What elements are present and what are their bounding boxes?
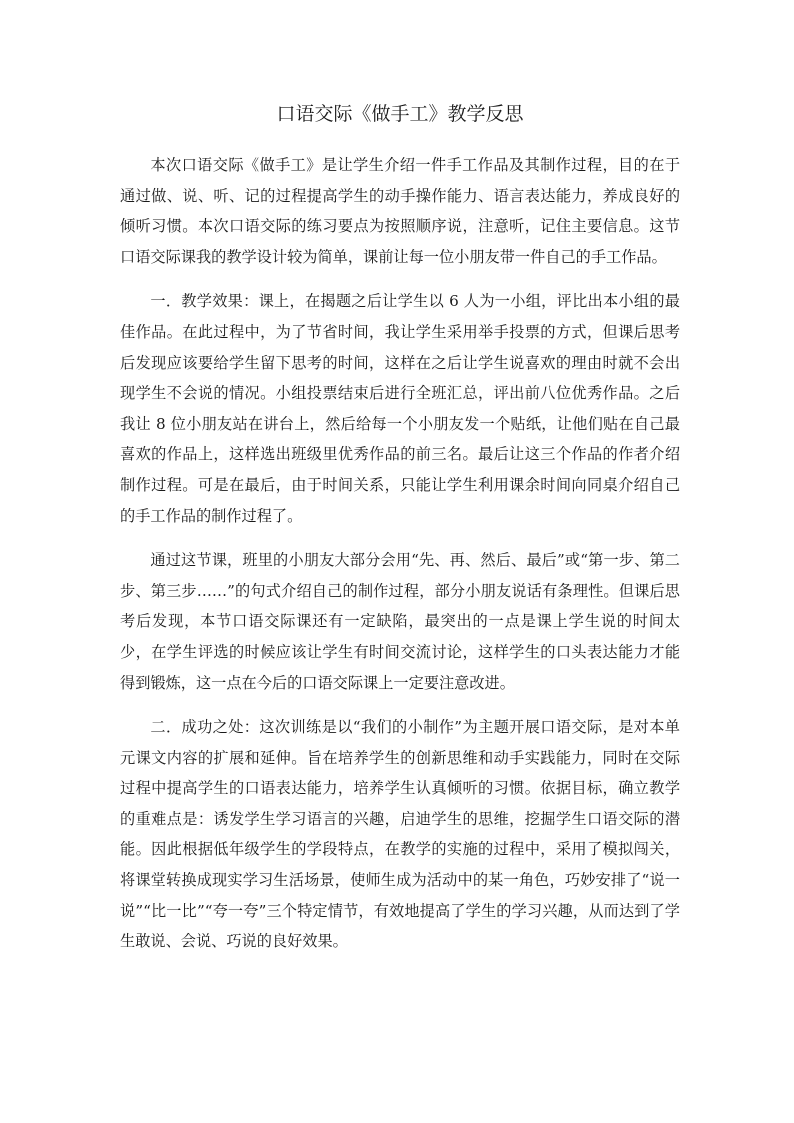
paragraph-intro: 本次口语交际《做手工》是让学生介绍一件手工作品及其制作过程，目的在于通过做、说、听、记的过程提高学生的动手操作能力、语言表达能力，养成良好的倾听习惯。本次口语交际的练习要点为按照顺序说，注意听，记住主要信息。这节口语交际课我的教学设计较为简单，课前让每一位小朋友带一件自己的手工作品。 (120, 156, 680, 266)
document-page (120, 100, 680, 971)
paragraph-teaching-effect: 一．教学效果：课上，在揭题之后让学生以 6 人为一小组，评比出本小组的最佳作品。在此过程中，为了节省时间，我让学生采用举手投票的方式，但课后思考后发现应该要给学生留下思考的时间，这样在之后让学生说喜欢的理由时就不会出现学生不会说的情况。小组投票结束后进行全班汇总，评出前八位优秀作品。之后我让 8 位小朋友站在讲台上，然后给每一个小朋友发一个贴纸，让他们贴在自己最喜欢的作品上，这样选出班级里优秀作品的前三名。最后让这三个作品的作者介绍制作过程。可是在最后，由于时间关系，只能让学生利用课余时间向同桌介绍自己的手工作品的制作过程了。 (120, 292, 680, 525)
paragraph-success: 二．成功之处：这次训练是以“我们的小制作”为主题开展口语交际，是对本单元课文内容的扩展和延伸。旨在培养学生的创新思维和动手实践能力，同时在交际过程中提高学生的口语表达能力，培养学生认真倾听的习惯。依据目标，确立教学的重难点是：诱发学生学习语言的兴趣，启迪学生的思维，挖掘学生口语交际的潜能。因此根据低年级学生的学段特点，在教学的实施的过程中，采用了模拟闯关，将课堂转换成现实学习生活场景，使师生成为活动中的某一角色，巧妙安排了“说一说”“比一比”“夸一夸”三个特定情节，有效地提高了学生的学习兴趣，从而达到了学生敢说、会说、巧说的良好效果。 (120, 718, 680, 951)
paragraph-reflection: 通过这节课，班里的小朋友大部分会用“先、再、然后、最后”或“第一步、第二步、第三步……”的句式介绍自己的制作过程，部分小朋友说话有条理性。但课后思考后发现，本节口语交际课还有一定缺陷，最突出的一点是课上学生说的时间太少，在学生评选的时候应该让学生有时间交流讨论，这样学生的口头表达能力才能得到锻炼，这一点在今后的口语交际课上一定要注意改进。 (120, 551, 680, 692)
document-title: 口语交际《做手工》教学反思 (276, 103, 524, 125)
